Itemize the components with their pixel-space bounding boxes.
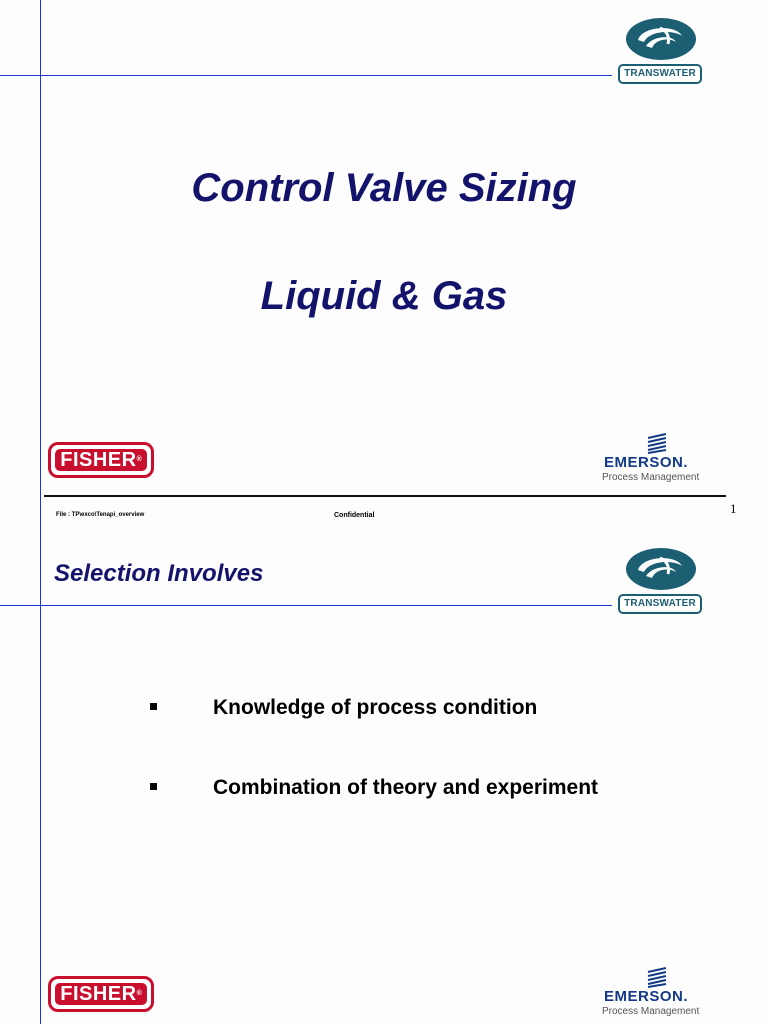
emerson-logo: EMERSON. Process Management (598, 432, 728, 486)
transwater-wordmark: TRANSWATER (618, 64, 702, 84)
bullet-text: Knowledge of process condition (213, 696, 538, 719)
slide-title: Selection Involves (54, 560, 264, 587)
slide-title-line2: Liquid & Gas (260, 274, 508, 318)
emerson-subtitle: Process Management (602, 1006, 700, 1017)
slide-2 (0, 530, 768, 1024)
bullet-text: Combination of theory and experiment (213, 776, 599, 799)
transwater-logo (618, 16, 702, 86)
emerson-mark-icon (646, 966, 668, 988)
transwater-globe-icon (624, 546, 698, 592)
bullet-square-icon (150, 703, 157, 710)
transwater-logo (618, 546, 702, 616)
transwater-globe-icon (624, 16, 698, 62)
slide-title-line1: Control Valve Sizing (191, 166, 577, 210)
emerson-wordmark: EMERSON (604, 454, 684, 471)
emerson-wordmark: EMERSON (604, 988, 684, 1005)
vertical-rule (40, 0, 41, 530)
bullet-square-icon (150, 783, 157, 790)
footer-file-path: File : TP\exco\Tenapi_overview (56, 512, 145, 518)
fisher-wordmark: FISHER (60, 449, 137, 471)
page-number: 1 (730, 501, 737, 516)
footer-confidential: Confidential (334, 512, 375, 519)
emerson-mark-icon (646, 432, 668, 454)
fisher-logo: FISHER® (48, 442, 154, 478)
fisher-wordmark: FISHER (60, 983, 137, 1005)
horizontal-rule (0, 605, 612, 606)
footer-rule (44, 495, 726, 497)
transwater-wordmark: TRANSWATER (618, 594, 702, 614)
emerson-logo: EMERSON. Process Management (598, 966, 728, 1020)
horizontal-rule (0, 75, 612, 76)
fisher-logo: FISHER® (48, 976, 154, 1012)
emerson-subtitle: Process Management (602, 472, 700, 483)
